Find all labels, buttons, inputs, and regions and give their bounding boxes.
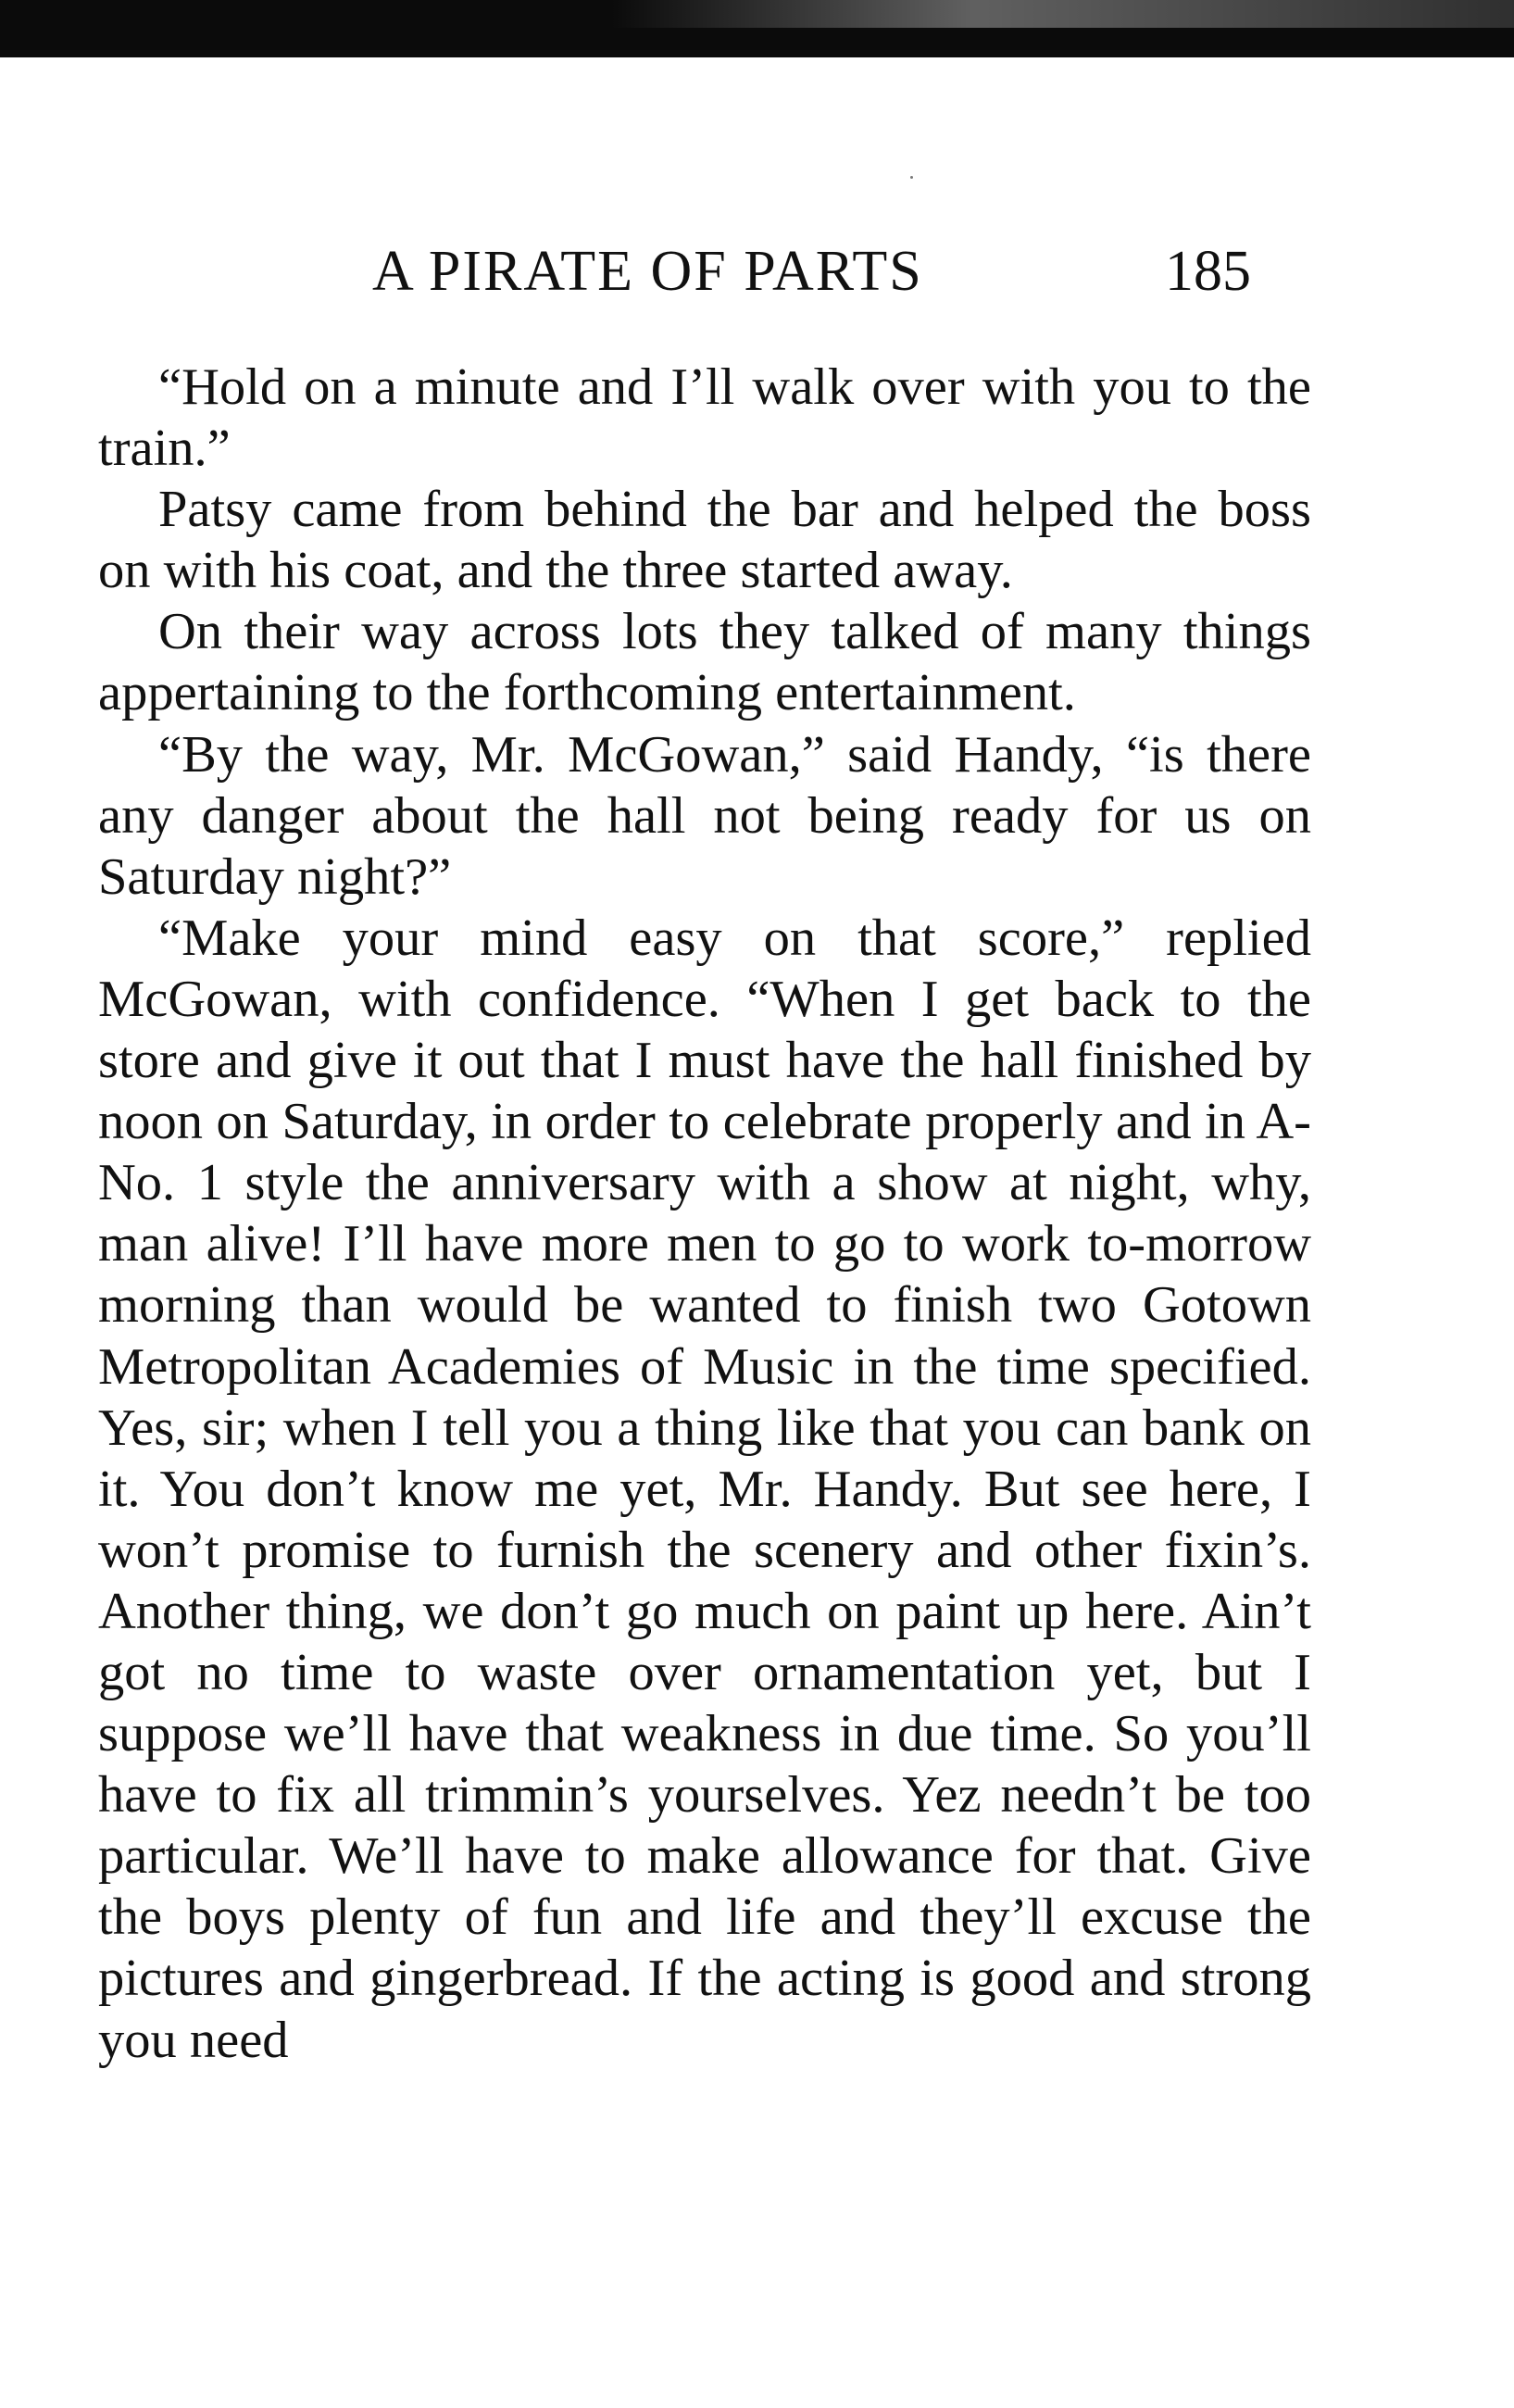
scan-border-noise (611, 0, 1514, 28)
paragraph: “Hold on a minute and I’ll walk over with you to the train.” (98, 358, 1311, 478)
scan-top-border (0, 0, 1514, 57)
page-number: 185 (1165, 240, 1251, 303)
paragraph: Patsy came from behind the bar and helped the boss on with his coat, and the three started away. (98, 481, 1311, 600)
body-text (98, 357, 1311, 2071)
running-title: A PIRATE OF PARTS (372, 240, 923, 303)
scan-speck (910, 176, 913, 179)
running-head (0, 239, 1514, 313)
paragraph: On their way across lots they talked of many things appertaining to the forthcoming entertainment. (98, 603, 1311, 722)
paragraph: “By the way, Mr. McGowan,” said Handy, “is there any danger about the hall not being ready for us on Saturday night?” (98, 725, 1311, 906)
paragraph: “Make your mind easy on that score,” replied McGowan, with confidence. “When I get back to the store and give it out that I must have the hall finished by noon on Saturday, in order to celebrate properly and in A-No. 1 style the anniversary with a show at night, why, man alive! I’ll have more men to go to work to-morrow morning than would be wanted to finish two Gotown Metropolitan Academies of Music in the time specified. Yes, sir; when I tell you a thing like that you can bank on it. You don’t know me yet, Mr. Handy. But see here, I won’t promise to furnish the scenery and other fixin’s. Another thing, we don’t go much on paint up here. Ain’t got no time to waste over ornamentation yet, but I suppose we’ll have that weakness in due time. So you’ll have to fix all trimmin’s yourselves. Yez needn’t be too particular. We’ll have to make allowance for that. Give the boys plenty of fun and life and they’ll excuse the pictures and gingerbread. If the acting is good and strong you need (98, 909, 1311, 2069)
